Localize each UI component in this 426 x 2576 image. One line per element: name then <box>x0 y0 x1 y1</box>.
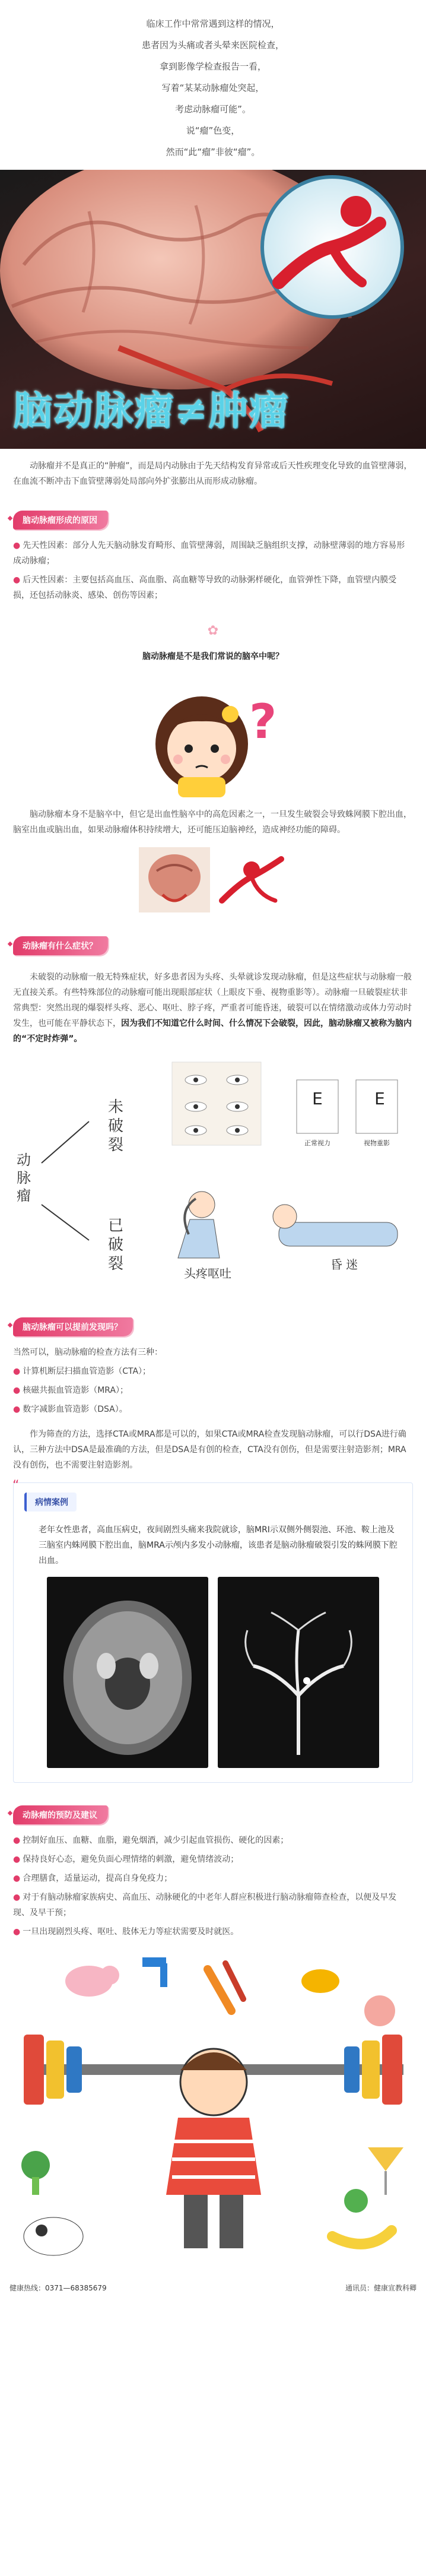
case-text: 老年女性患者，高血压病史，夜间剧烈头痛来我院就诊，脑MRI示双侧外侧裂池、环池、鞍上池及三脑室内蛛网膜下腔出血，脑MRA示颅内多发小动脉瘤，该患者是脑动脉瘤破裂引发的蛛网膜下腔出血。 <box>39 1525 398 1566</box>
footer-correspondent: 通讯员：健康宣教科卿 <box>345 2283 417 2292</box>
svg-text:?: ? <box>249 694 277 749</box>
mri-scan-image <box>47 1577 208 1768</box>
list-item <box>13 1924 413 1940</box>
bullet-text: 先天性因素：部分人先天脑动脉发育畸形、血管壁薄弱，周围缺乏脑组织支撑，动脉壁薄弱的地方容易形成动脉瘤； <box>13 541 405 566</box>
hero-title: 脑动脉瘤≠肿瘤 <box>13 387 290 433</box>
detection-intro: 当然可以，脑动脉瘤的检查方法有三种： <box>13 1348 163 1357</box>
list-item <box>13 1364 413 1379</box>
intro-line: 考虑动脉瘤可能”。 <box>175 104 251 115</box>
mra-scan-icon <box>218 1577 379 1768</box>
thinking-girl-illustration <box>0 673 426 797</box>
label-double-vision: 视物重影 <box>364 1139 390 1147</box>
intro-line: 临床工作中常常遇到这样的情况， <box>146 18 280 29</box>
mri-scan-icon <box>47 1577 208 1768</box>
symptoms-text: 未破裂的动脉瘤一般无特殊症状，好多患者因为头疼、头晕就诊发现动脉瘤，但是这些症状与动脉瘤一般无直接关系。有些特殊部位的动脉瘤可能出现眼部症状（上眼皮下垂、视物重影等）。动脉瘤一旦破裂症状非常典型：突然出现的爆裂样头疼、恶心、呕吐、脖子疼，严重者可能昏迷，破裂可以在情绪激动或体力劳动时发生，也可能在平静状态下， <box>13 972 412 1028</box>
intro-line: 患者因为头痛或者头晕来医院检查， <box>141 40 284 50</box>
eye-chart-letter: E <box>312 1089 323 1108</box>
intro-line: 说“瘤”色变， <box>186 125 240 136</box>
list-item <box>13 1871 413 1886</box>
question-heading: 脑动脉瘤是不是我们常说的脑卒中呢？ <box>142 652 284 661</box>
flower-decoration-icon: ✿ <box>207 623 219 638</box>
healthy-lifestyle-illustration <box>0 1946 426 2278</box>
lifestyle-icons <box>0 1946 426 2278</box>
label-coma: 昏 迷 <box>330 1257 358 1272</box>
scan-images <box>24 1577 402 1768</box>
footer-hotline: 健康热线：0371—68385679 <box>9 2283 107 2292</box>
bullet-text: 计算机断层扫描血管造影（CTA）； <box>23 1367 151 1376</box>
symptoms-emphasis: 因为我们不知道它什么时间、什么情况下会破裂，因此，脑动脉瘤又被称为脑内的“不定时炸弹”。 <box>13 1019 412 1044</box>
artery-aneurysm-icon <box>216 847 287 912</box>
hero-brain-image <box>0 170 426 449</box>
list-item <box>13 538 413 569</box>
bullet-icon: ● <box>13 1874 21 1883</box>
list-item <box>13 572 413 603</box>
diagram-ruptured-label: 已破裂 <box>107 1217 123 1273</box>
bullet-text: 后天性因素：主要包括高血压、高血脂、高血糖等导致的动脉粥样硬化，血管弹性下降，血管壁内膜受损，还包括动脉炎、感染、创伤等因素； <box>13 575 397 600</box>
diagram-root-label: 动脉瘤 <box>17 1152 31 1204</box>
intro-line: 然而“此“瘤”非彼“瘤”。 <box>166 147 260 157</box>
label-normal-vision: 正常视力 <box>304 1139 330 1147</box>
bullet-text: 数字减影血管造影（DSA）。 <box>23 1405 128 1414</box>
list-item <box>13 1402 413 1417</box>
section-title-symptoms: 动脉瘤有什么症状？ <box>13 936 108 955</box>
list-item <box>13 1383 413 1398</box>
bullet-text: 一旦出现剧烈头疼、呕吐、肢体无力等症状需要及时就医。 <box>23 1927 239 1937</box>
bullet-icon: ● <box>13 1367 21 1376</box>
bullet-text: 对于有脑动脉瘤家族病史、高血压、动脉硬化的中老年人群应积极进行脑动脉瘤筛查检查，以便及早发现、及早干预； <box>13 1893 397 1918</box>
list-item <box>13 1852 413 1867</box>
case-badge: 病情案例 <box>24 1493 77 1512</box>
section-title-causes: 脑动脉瘤形成的原因 <box>13 511 108 530</box>
bullet-text: 控制好血压、血糖、血脂，避免烟酒，减少引起血管损伤、硬化的因素； <box>23 1836 289 1845</box>
intro-line: 拿到影像学检查报告一看， <box>159 61 266 72</box>
quote-icon: “ <box>12 1478 20 1493</box>
bullet-text: 保持良好心态，避免负面心理情绪的刺激，避免情绪波动； <box>23 1855 239 1864</box>
list-item <box>13 1890 413 1921</box>
stroke-paragraph: 脑动脉瘤本身不是脑卒中，但它是出血性脑卒中的高危因素之一，一旦发生破裂会导致蛛网膜下腔出血，脑室出血或脑出血，如果动脉瘤体积持续增大，还可能压迫脑神经，造成神经功能的障碍。 <box>13 810 412 835</box>
bullet-icon: ● <box>13 1855 21 1864</box>
bullet-icon: ● <box>13 1927 21 1937</box>
bullet-icon: ● <box>13 575 21 585</box>
case-card <box>12 1478 413 1783</box>
symptom-diagram <box>0 1056 426 1306</box>
anatomy-illustration <box>13 847 413 912</box>
intro-line: 写着“某某动脉瘤处突起， <box>161 83 265 93</box>
bullet-icon: ● <box>13 541 21 550</box>
bullet-icon: ● <box>13 1386 21 1395</box>
intro-block <box>0 0 426 170</box>
bullet-icon: ● <box>13 1893 21 1902</box>
mra-scan-image <box>218 1577 379 1768</box>
label-headache-vomit: 头疼呕吐 <box>184 1266 231 1281</box>
diagram-unruptured-label: 未破裂 <box>107 1098 123 1154</box>
bullet-text: 合理膳食，适量运动，提高自身免疫力； <box>23 1874 173 1883</box>
section-title-prevention: 动脉瘤的预防及建议 <box>13 1805 108 1824</box>
bullet-text: 核磁共振血管造影（MRA）； <box>23 1386 129 1395</box>
detection-paragraph: 作为筛查的方法，选择CTA或MRA都是可以的，如果CTA或MRA检查发现脑动脉瘤，可以行DSA进行确认，三种方法中DSA是最准确的方法，但是DSA是有创的检查，CTA没有创伤，但是需要注射造影剂；MRA没有创伤，也不需要注射造影剂。 <box>13 1430 406 1470</box>
definition-paragraph: 动脉瘤并不是真正的“肿瘤”，而是局内动脉由于先天结构发育异常或后天性疾理变化导致的血管壁薄弱，在血流不断冲击下血管壁薄弱处局部向外扩张膨出从而形成动脉瘤。 <box>13 461 412 486</box>
symptoms-paragraph <box>13 969 413 1047</box>
head-anatomy-icon <box>139 847 210 912</box>
list-item <box>13 1833 413 1848</box>
footer <box>0 2278 426 2297</box>
eye-chart-letter-double: E <box>374 1089 379 1108</box>
bullet-icon: ● <box>13 1836 21 1845</box>
bullet-icon: ● <box>13 1405 21 1414</box>
girl-icon <box>0 673 426 797</box>
section-title-detection: 脑动脉瘤可以提前发现吗？ <box>13 1317 133 1336</box>
